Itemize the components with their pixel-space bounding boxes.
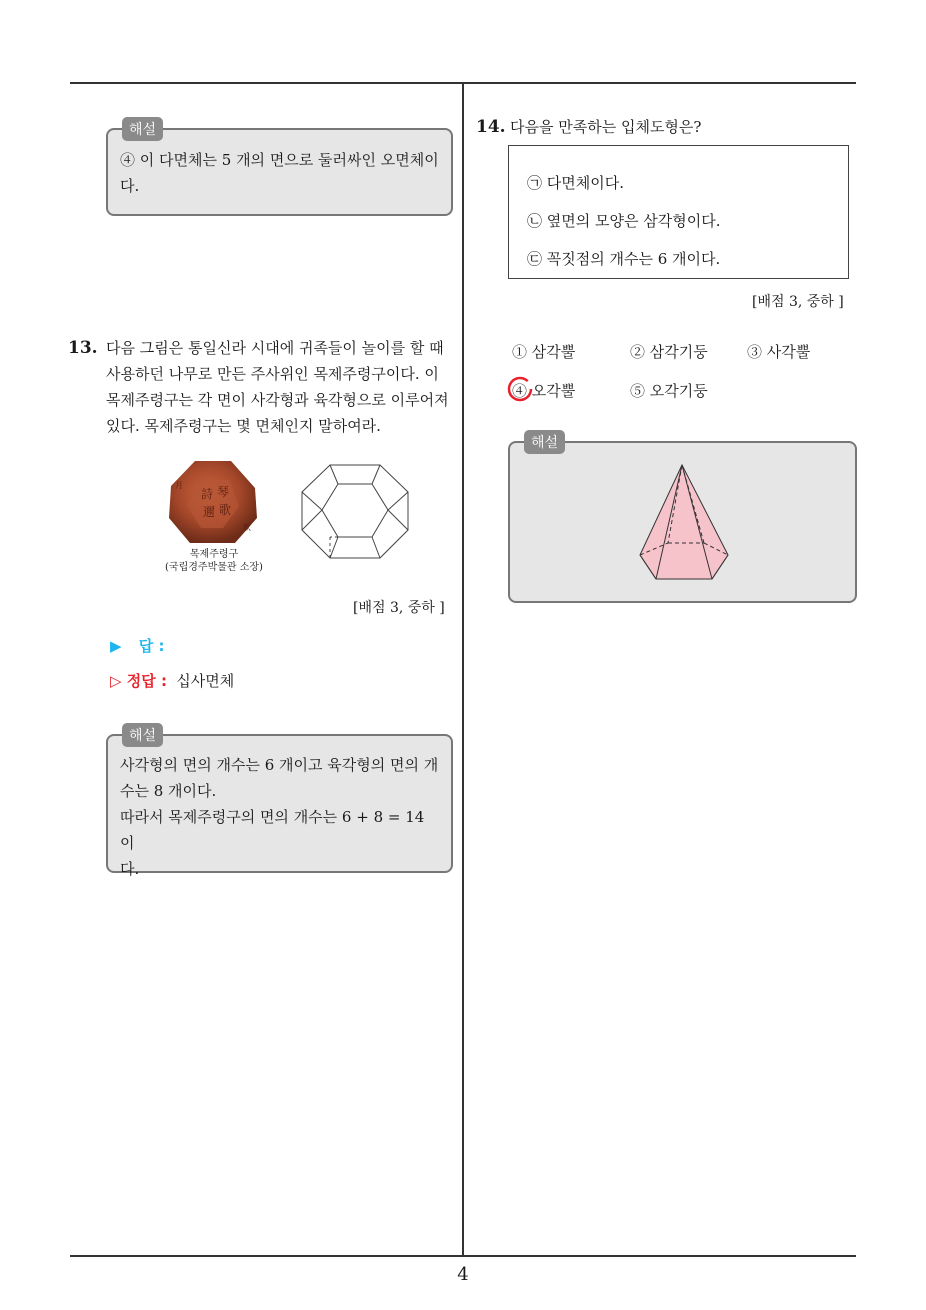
triangle-filled-icon: ▶ bbox=[110, 637, 122, 655]
photo-caption bbox=[160, 548, 268, 574]
explanation-box-12 bbox=[106, 122, 453, 216]
explanation-line: 따라서 목제주령구의 면의 개수는 6 + 8 = 14 이 bbox=[120, 808, 425, 852]
svg-text:詩: 詩 bbox=[201, 487, 214, 501]
explanation-tag: 해설 bbox=[122, 723, 163, 747]
svg-text:飮: 飮 bbox=[243, 523, 251, 532]
answer-label: 답 : bbox=[138, 637, 165, 655]
page-number: 4 bbox=[457, 1264, 469, 1285]
svg-text:邇: 邇 bbox=[203, 505, 216, 519]
choice-1[interactable]: ① 삼각뿔 bbox=[512, 343, 576, 361]
truncated-octahedron-diagram bbox=[298, 462, 412, 562]
svg-text:歌: 歌 bbox=[219, 503, 232, 517]
column-divider bbox=[462, 84, 464, 1256]
condition-item: ㉡ 옆면의 모양은 삼각형이다. bbox=[527, 212, 721, 230]
correct-label: 정답 : bbox=[126, 672, 167, 690]
question-line: 있다. 목제주령구는 몇 면체인지 말하여라. bbox=[106, 417, 381, 435]
svg-text:琴: 琴 bbox=[217, 485, 230, 499]
explanation-tag: 해설 bbox=[524, 430, 565, 454]
question-line: 목제주령구는 각 면이 사각형과 육각형으로 이루어져 bbox=[106, 391, 449, 409]
explanation-line: 다. bbox=[120, 860, 140, 878]
selected-answer-circle-icon bbox=[506, 374, 536, 404]
choice-5[interactable]: ⑤ 오각기둥 bbox=[630, 382, 708, 400]
correct-value: 십사면체 bbox=[176, 672, 235, 690]
question-13-number: 13. bbox=[68, 338, 98, 358]
explanation-line: 다. bbox=[120, 177, 140, 195]
choice-2[interactable]: ② 삼각기둥 bbox=[630, 343, 708, 361]
condition-item: ㉢ 꼭짓점의 개수는 6 개이다. bbox=[527, 250, 721, 268]
bottom-rule bbox=[70, 1255, 856, 1257]
svg-text:月: 月 bbox=[175, 481, 183, 490]
wooden-dice-photo bbox=[165, 458, 260, 546]
conditions-box bbox=[508, 145, 849, 279]
explanation-line: 사각형의 면의 개수는 6 개이고 육각형의 면의 개 bbox=[120, 756, 439, 774]
question-13-text bbox=[106, 335, 456, 439]
question-line: 다음 그림은 통일신라 시대에 귀족들이 놀이를 할 때 bbox=[106, 339, 444, 357]
question-14-score: [배점 3, 중하 ] bbox=[752, 294, 844, 310]
question-13-score: [배점 3, 중하 ] bbox=[353, 600, 445, 616]
answer-row bbox=[110, 635, 165, 656]
explanation-tag: 해설 bbox=[122, 117, 163, 141]
correct-answer-row bbox=[110, 670, 234, 691]
triangle-outline-icon: ▷ bbox=[110, 672, 122, 690]
explanation-line: 수는 8 개이다. bbox=[120, 782, 217, 800]
question-14-number: 14. bbox=[476, 117, 506, 137]
explanation-line: ④ 이 다면체는 5 개의 면으로 둘러싸인 오면체이 bbox=[120, 151, 439, 169]
pentagonal-pyramid-diagram bbox=[638, 463, 733, 583]
explanation-box-14 bbox=[508, 435, 857, 603]
question-line: 사용하던 나무로 만든 주사위인 목제주령구이다. 이 bbox=[106, 365, 439, 383]
condition-item: ㉠ 다면체이다. bbox=[527, 174, 624, 192]
explanation-box-13 bbox=[106, 728, 453, 878]
choice-3[interactable]: ③ 사각뿔 bbox=[747, 343, 811, 361]
caption-title: 목제주령구 bbox=[189, 549, 239, 560]
caption-source: (국립경주박물관 소장) bbox=[165, 562, 263, 573]
question-14-text: 다음을 만족하는 입체도형은? bbox=[510, 118, 702, 136]
choice-4[interactable]: ④ 오각뿔 bbox=[512, 382, 576, 400]
